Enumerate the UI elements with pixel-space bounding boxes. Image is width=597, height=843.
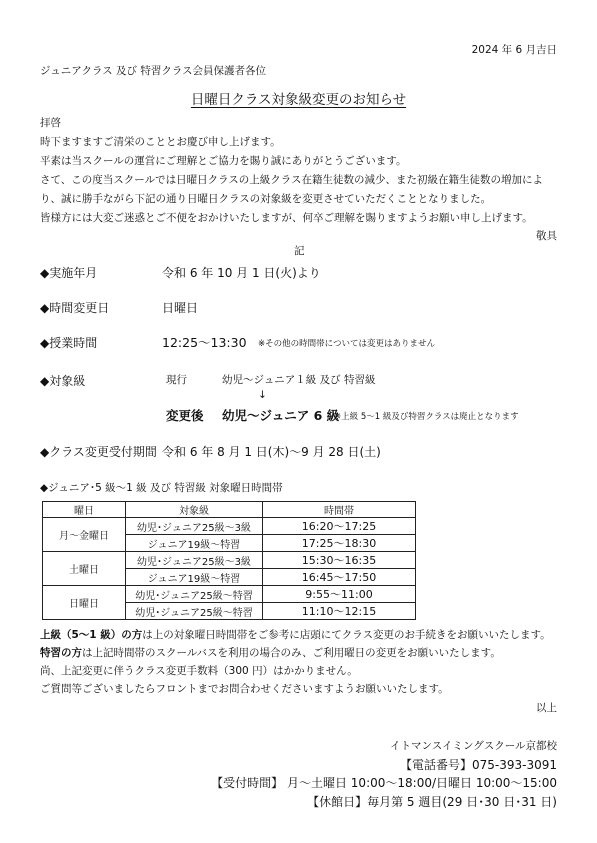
- after-note: ※上級 5～1 級及び特習クラスは廃止となります: [334, 412, 519, 422]
- ki-heading: 記: [294, 245, 305, 257]
- note-line-2: [40, 645, 501, 660]
- day-label: ◆時間変更日: [40, 301, 110, 315]
- greeting: 拝啓: [40, 117, 61, 129]
- note-line-4: ご質問等ございましたらフロントまでお問合わせくださいますようお願いいたします。: [40, 683, 449, 695]
- table-heading: ◆ジュニア･5 級～1 級 及び 特習級 対象曜日時間帯: [40, 482, 283, 494]
- header-day: 曜日: [43, 502, 126, 518]
- end-mark: 以上: [536, 702, 557, 714]
- note-line-1: [40, 627, 551, 642]
- time-cell: 16:45～17:50: [263, 569, 416, 586]
- day-cell: 土曜日: [43, 552, 126, 586]
- day-cell: 日曜日: [43, 586, 126, 620]
- time-cell: 15:30～16:35: [263, 552, 416, 569]
- document-title: 日曜日クラス対象級変更のお知らせ: [190, 92, 407, 108]
- target-cell: 幼児･ジュニア25級～3級: [126, 552, 263, 569]
- note-1-text: は上の対象曜日時間帯をご参考に店頭にてクラス変更のお手続きをお願いいたします。: [142, 629, 551, 641]
- header-time: 時間帯: [263, 502, 416, 518]
- time-cell: 9:55～11:00: [263, 586, 416, 603]
- table-row: [43, 552, 416, 569]
- phone-number: 【電話番号】075-393-3091: [399, 758, 557, 772]
- period-value: 令和 6 年 8 月 1 日(木)～9 月 28 日(土): [162, 445, 381, 459]
- target-cell: 幼児･ジュニア25級～特習: [126, 603, 263, 620]
- after-value: 幼児～ジュニア 6 級: [222, 408, 340, 423]
- table-row: [43, 518, 416, 535]
- school-name: イトマンスイミングスクール京都校: [390, 740, 557, 752]
- time-label: ◆授業時間: [40, 336, 98, 350]
- note-2-text: は上記時間帯のスクールバスを利用の場合のみ、ご利用曜日の変更をお願いいたします。: [82, 647, 501, 659]
- time-cell: 16:20～17:25: [263, 518, 416, 535]
- period-label: ◆クラス変更受付期間: [40, 445, 157, 459]
- note-2-bold: 特習の方: [40, 647, 82, 659]
- target-cell: 幼児･ジュニア25級～特習: [126, 586, 263, 603]
- addressee: ジュニアクラス 及び 特習クラス会員保護者各位: [40, 65, 267, 77]
- after-label: 変更後: [166, 408, 204, 423]
- time-note: ※その他の時間帯については変更はありません: [258, 339, 435, 349]
- body-line: 時下ますますご清栄のこととお慶び申し上げます。: [40, 136, 281, 148]
- current-label: 現行: [166, 374, 187, 386]
- time-value: 12:25～13:30: [162, 335, 247, 350]
- header-target: 対象級: [126, 502, 263, 518]
- table-header-row: [43, 502, 416, 518]
- closed-days: 【休館日】毎月第 5 週目(29 日･30 日･31 日): [307, 795, 557, 809]
- table-row: [43, 586, 416, 603]
- target-cell: ジュニア19級～特習: [126, 535, 263, 552]
- day-value: 日曜日: [162, 301, 199, 315]
- arrow-icon: ↓: [258, 389, 267, 401]
- time-cell: 17:25～18:30: [263, 535, 416, 552]
- target-label: ◆対象級: [40, 374, 86, 388]
- time-cell: 11:10～12:15: [263, 603, 416, 620]
- start-value: 令和 6 年 10 月 1 日(火)より: [162, 266, 321, 280]
- body-line: さて、この度当スクールでは日曜日クラスの上級クラス在籍生徒数の減少、また初級在籍生徒数の増加によ: [40, 174, 543, 186]
- body-line: 皆様方には大変ご迷惑とご不便をおかけいたしますが、何卒ご理解を賜りますようお願い申し上げます。: [40, 212, 533, 224]
- document-date: 2024 年 6 月吉日: [471, 44, 557, 56]
- schedule-table: [42, 501, 416, 620]
- note-1-bold: 上級（5～1 級）の方: [40, 629, 143, 641]
- note-line-3: 尚、上記変更に伴うクラス変更手数料（300 円）はかかりません。: [40, 665, 358, 677]
- reception-hours: 【受付時間】 月～土曜日 10:00～18:00/日曜日 10:00～15:00: [211, 776, 557, 790]
- target-cell: 幼児･ジュニア25級～3級: [126, 518, 263, 535]
- target-cell: ジュニア19級～特習: [126, 569, 263, 586]
- body-line: り、誠に勝手ながら下記の通り日曜日クラスの対象級を変更させていただくこととなりました。: [40, 193, 492, 205]
- closing: 敬具: [536, 230, 557, 242]
- day-cell: 月～金曜日: [43, 518, 126, 552]
- start-label: ◆実施年月: [40, 266, 98, 280]
- current-value: 幼児～ジュニア１級 及び 特習級: [222, 374, 376, 386]
- body-line: 平素は当スクールの運営にご理解とご協力を賜り誠にありがとうございます。: [40, 155, 407, 167]
